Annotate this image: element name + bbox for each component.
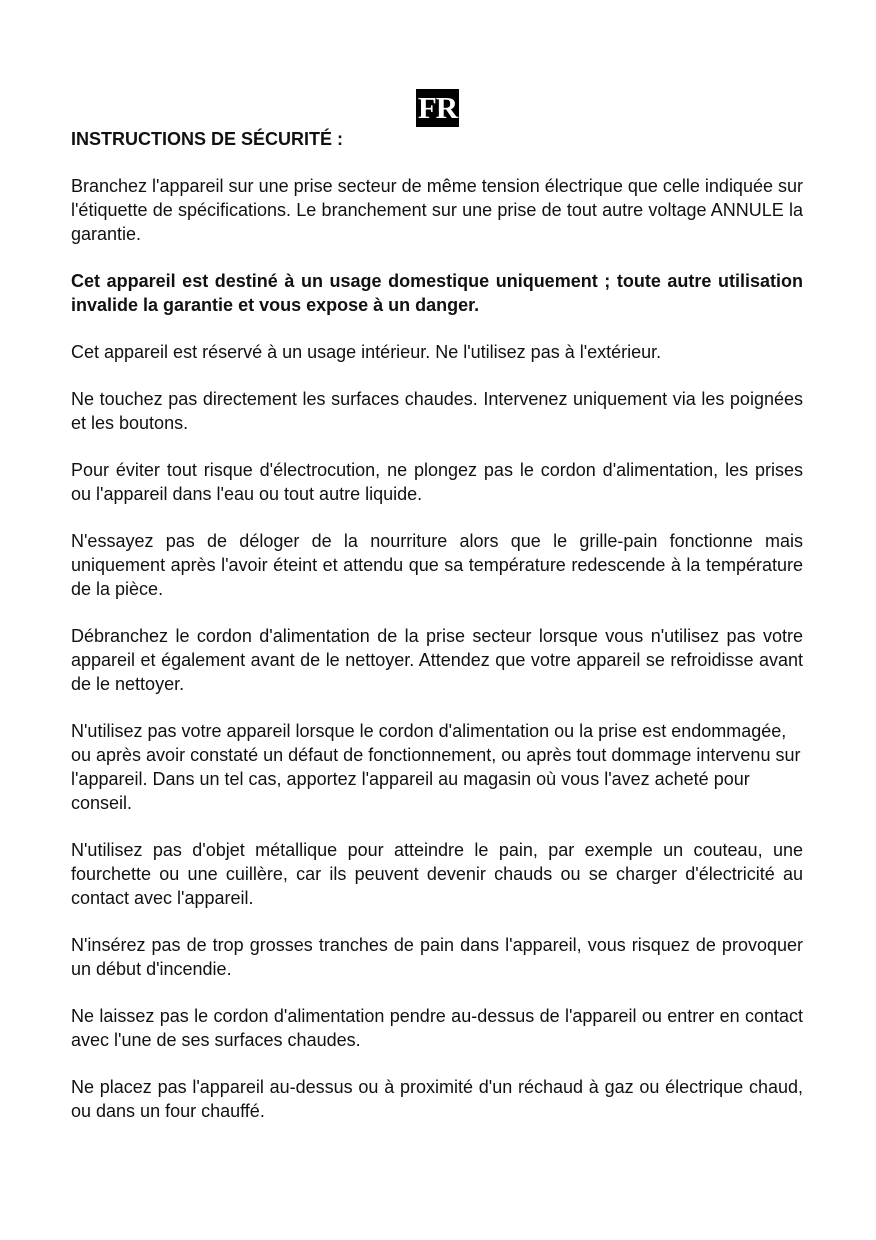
- safety-instructions: [71, 127, 803, 1123]
- paragraph-metal-objects: N'utilisez pas d'objet métallique pour atteindre le pain, par exemple un couteau, une fourchette ou une cuillère, car ils peuvent devenir chauds ou se charger d'électricité au contact avec l'appareil.: [71, 840, 803, 908]
- paragraph-unplug: Débranchez le cordon d'alimentation de la prise secteur lorsque vous n'utilisez pas votre appareil et également avant de le nettoyer. Attendez que votre appareil se refroidisse avant de le nettoyer.: [71, 626, 803, 694]
- paragraph-electrocution: Pour éviter tout risque d'électrocution, ne plongez pas le cordon d'alimentation, les prises ou l'appareil dans l'eau ou tout autre liquide.: [71, 460, 803, 504]
- page-title: INSTRUCTIONS DE SÉCURITÉ :: [71, 129, 344, 149]
- paragraph-thick-slices: N'insérez pas de trop grosses tranches de pain dans l'appareil, vous risquez de provoquer un début d'incendie.: [71, 935, 803, 979]
- language-badge: FR: [417, 90, 458, 125]
- paragraph-damaged-cord: N'utilisez pas votre appareil lorsque le cordon d'alimentation ou la prise est endommagée, ou après avoir constaté un défaut de fonctionnement, ou après tout dommage intervenu sur l'appareil. Dans un tel cas, apportez l'appareil au magasin où vous l'avez acheté pour conseil.: [71, 721, 801, 813]
- paragraph-food-removal: N'essayez pas de déloger de la nourriture alors que le grille-pain fonctionne mais uniquement après l'avoir éteint et attendu que sa température redescende à la température de la pièce.: [71, 531, 803, 599]
- paragraph-hot-surfaces: Ne touchez pas directement les surfaces chaudes. Intervenez uniquement via les poignées et les boutons.: [71, 389, 803, 433]
- paragraph-voltage: Branchez l'appareil sur une prise secteur de même tension électrique que celle indiquée sur l'étiquette de spécifications. Le branchement sur une prise de tout autre voltage ANNULE la garantie.: [71, 176, 803, 244]
- paragraph-cord-hanging: Ne laissez pas le cordon d'alimentation pendre au-dessus de l'appareil ou entrer en contact avec l'une de ses surfaces chaudes.: [71, 1006, 803, 1050]
- paragraph-placement: Ne placez pas l'appareil au-dessus ou à proximité d'un réchaud à gaz ou électrique chaud, ou dans un four chauffé.: [71, 1077, 803, 1121]
- paragraph-domestic-use: Cet appareil est destiné à un usage domestique uniquement ; toute autre utilisation invalide la garantie et vous expose à un danger.: [71, 271, 803, 315]
- paragraph-indoor-use: Cet appareil est réservé à un usage intérieur. Ne l'utilisez pas à l'extérieur.: [71, 342, 662, 362]
